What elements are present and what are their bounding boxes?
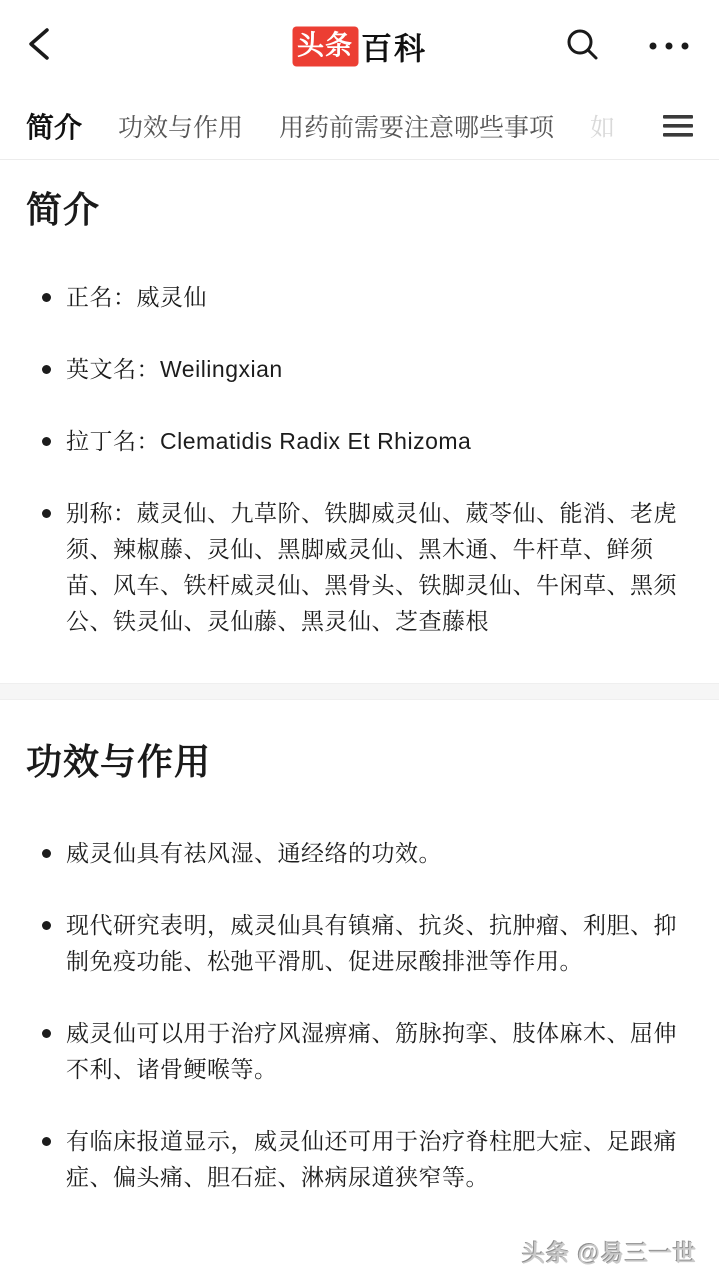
logo-brand-badge: 头条: [292, 26, 358, 66]
list-item-modern-research: 现代研究表明，威灵仙具有镇痛、抗炎、抗肿瘤、利胆、抑制免疫功能、松弛平滑肌、促进尿酸排泄等作用。: [26, 907, 693, 979]
intro-bullet-list: [26, 279, 693, 639]
tab-menu-button[interactable]: [647, 112, 695, 140]
tab-effects[interactable]: 功效与作用: [118, 113, 244, 142]
hamburger-icon: [661, 112, 695, 140]
list-item-indications: 威灵仙可以用于治疗风湿痹痛、筋脉拘挛、肢体麻木、屈伸不利、诸骨鲠喉等。: [26, 1015, 693, 1087]
section-effects-title: 功效与作用: [26, 741, 212, 782]
section-effects: [0, 700, 719, 1239]
app-logo: [292, 24, 427, 69]
tab-bar: [0, 92, 719, 160]
more-icon[interactable]: [645, 26, 693, 66]
tab-precautions[interactable]: 用药前需要注意哪些事项: [279, 113, 555, 142]
list-item-english-name: 英文名：Weilingxian: [26, 351, 693, 387]
tab-intro[interactable]: 简介: [26, 111, 83, 143]
top-bar: [0, 0, 719, 92]
section-intro: [0, 160, 719, 683]
back-button[interactable]: [26, 24, 70, 68]
chevron-left-icon: [26, 22, 52, 71]
list-item-latin-name: 拉丁名：Clematidis Radix Et Rhizoma: [26, 423, 693, 459]
article-content: [0, 160, 719, 1239]
section-intro-title: 简介: [26, 189, 101, 230]
watermark: 头条 @易三一世: [522, 1240, 697, 1266]
section-divider: [0, 683, 719, 700]
search-icon[interactable]: [563, 26, 603, 66]
list-item-clinical-reports: 有临床报道显示，威灵仙还可用于治疗脊柱肥大症、足跟痛症、偏头痛、胆石症、淋病尿道狭窄等。: [26, 1123, 693, 1195]
list-item-zhengming: 正名：威灵仙: [26, 279, 693, 315]
tab-truncated[interactable]: 如: [590, 113, 616, 142]
list-item-effect-summary: 威灵仙具有祛风湿、通经络的功效。: [26, 835, 693, 871]
top-bar-actions: [563, 26, 693, 66]
logo-suffix-text: 百科: [361, 31, 427, 67]
list-item-aliases: 别称：葳灵仙、九草阶、铁脚威灵仙、葳苓仙、能消、老虎须、辣椒藤、灵仙、黑脚威灵仙、黑木通、牛杆草、鲜须苗、风车、铁杆威灵仙、黑骨头、铁脚灵仙、牛闲草、黑须公、铁灵仙、灵仙藤、黑灵仙、芝查藤根: [26, 495, 693, 639]
effects-bullet-list: [26, 835, 693, 1195]
